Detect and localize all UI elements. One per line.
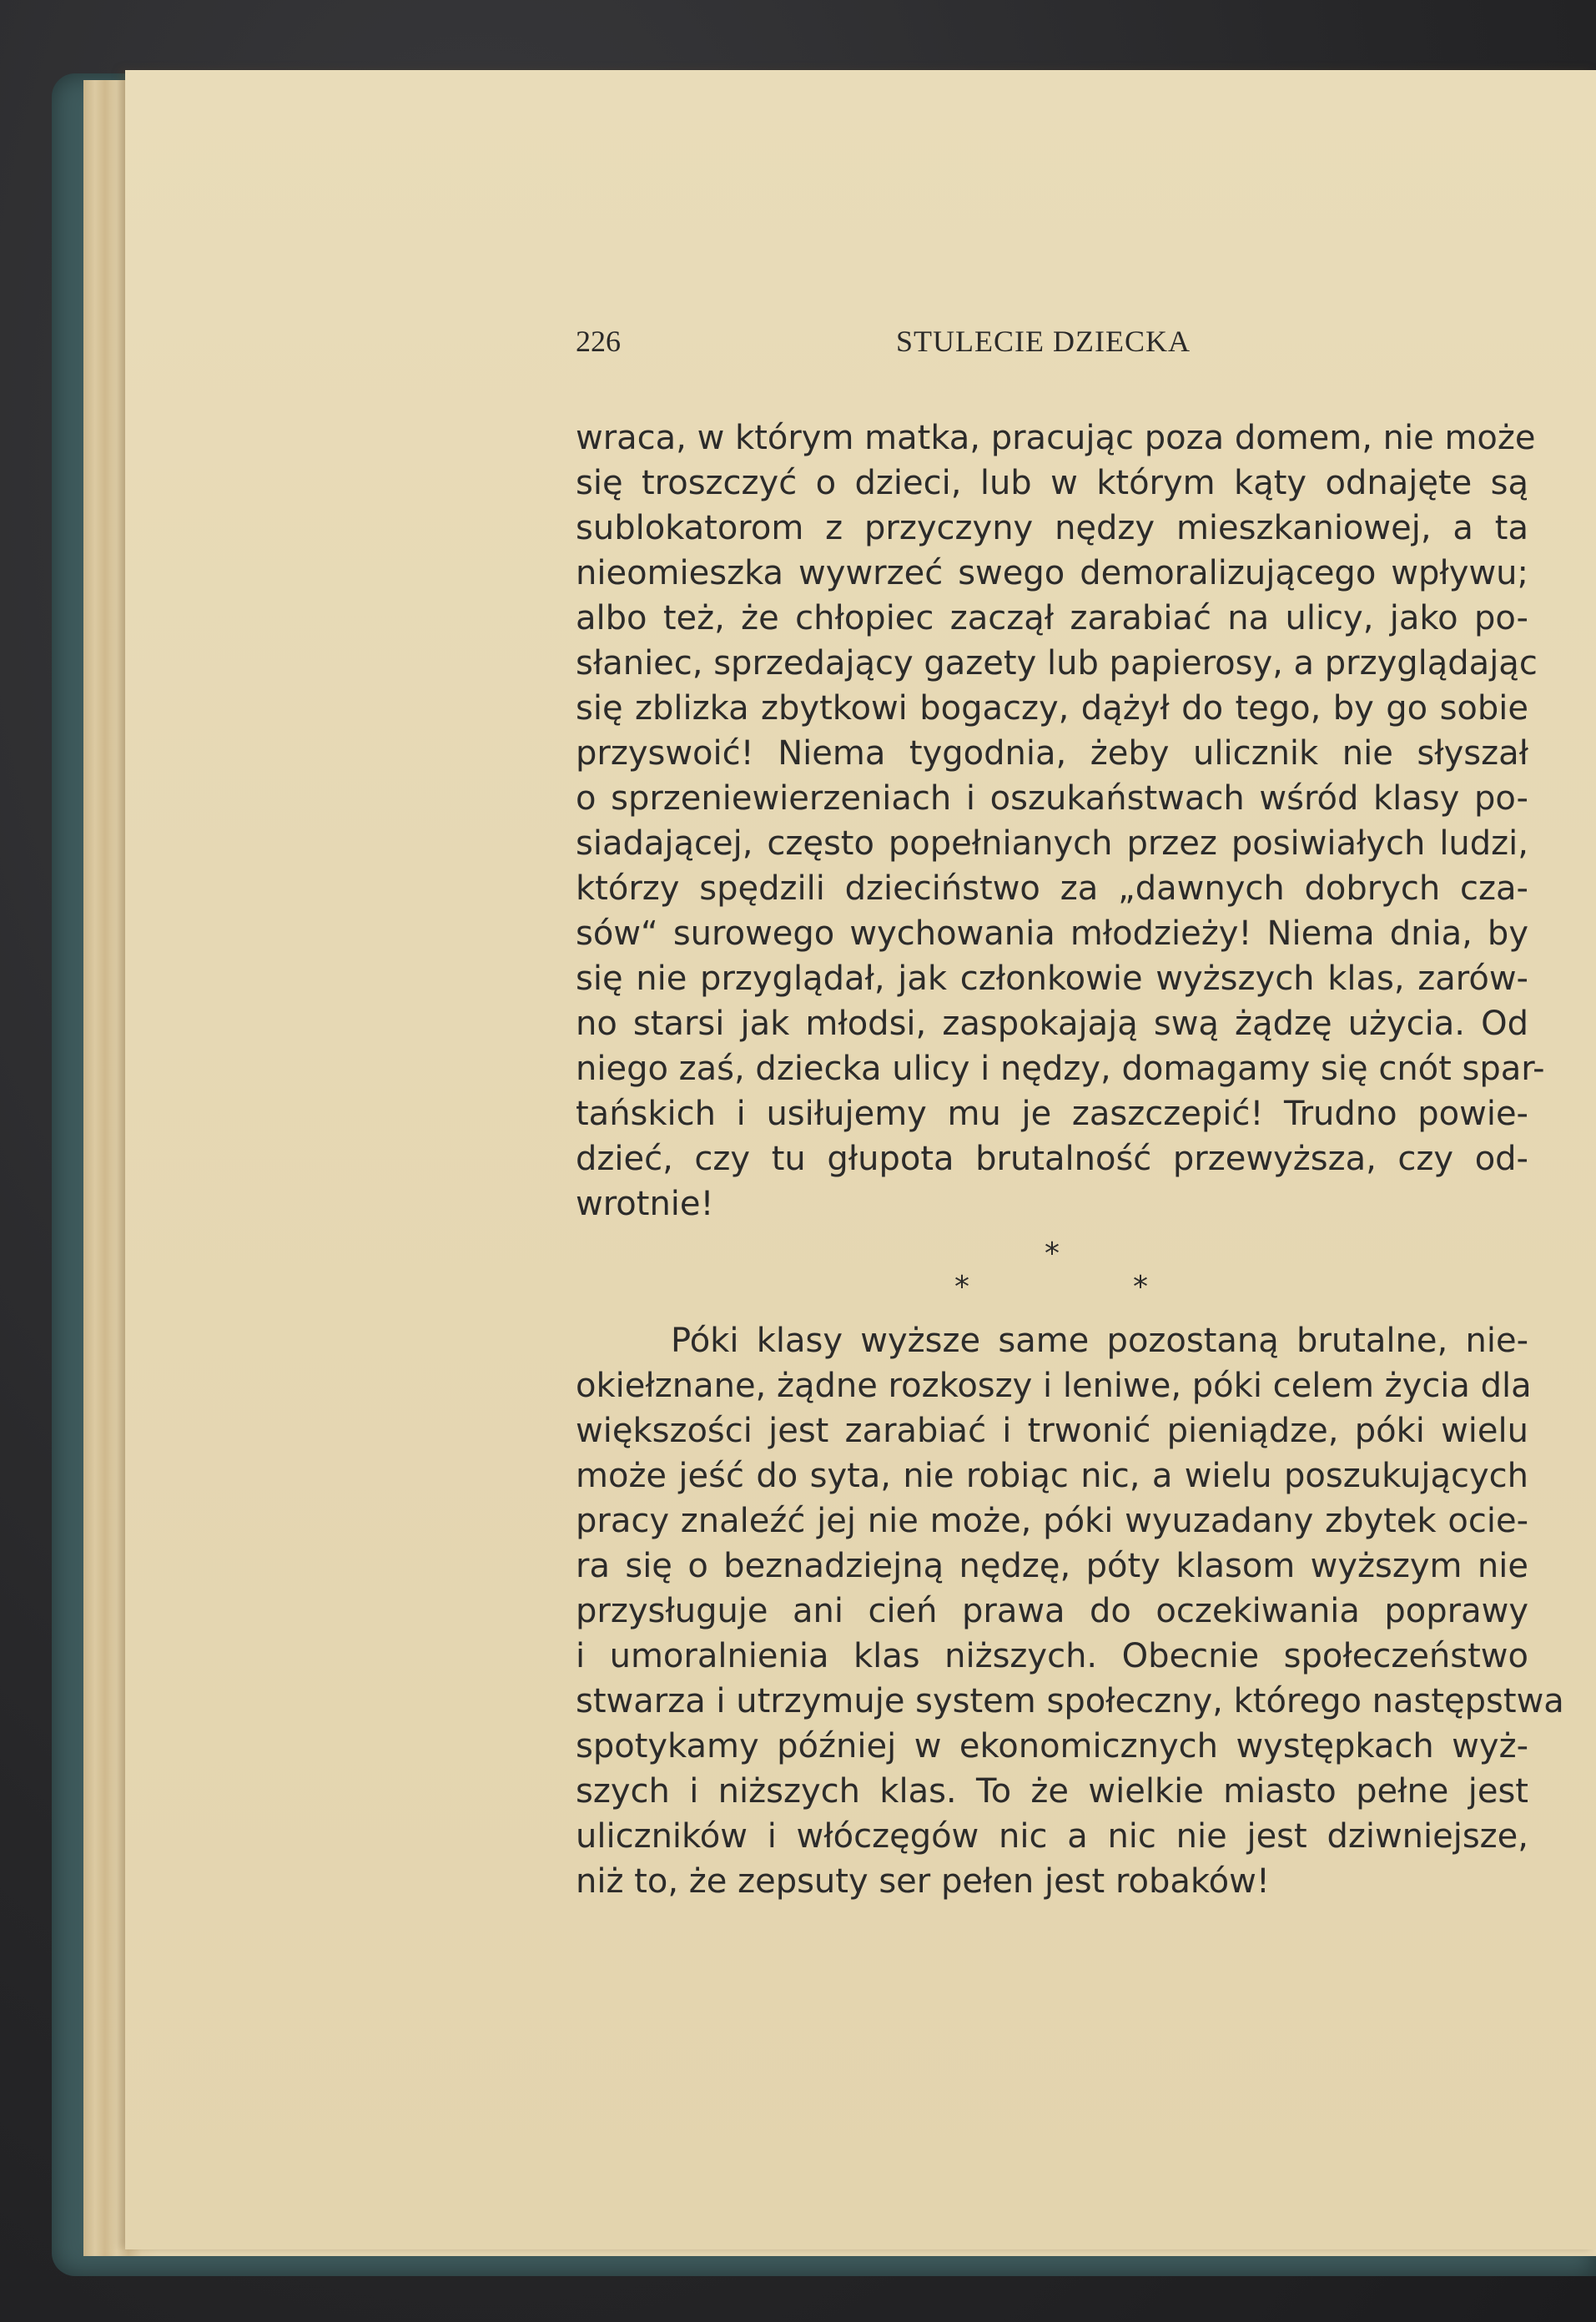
text-line: uliczników i włóczęgów nic a nic nie jest dziwniejsze, — [576, 1817, 1528, 1856]
text-line: większości jest zarabiać i trwonić pieniądze, póki wielu — [576, 1412, 1528, 1450]
page-number: 226 — [576, 325, 621, 358]
running-title: STULECIE DZIECKA — [896, 325, 1191, 358]
paragraph-1 — [576, 416, 1545, 1226]
text-line: może jeść do syta, nie robiąc nic, a wielu poszukujących — [576, 1457, 1528, 1495]
text-line: okiełznane, żądne rozkoszy i leniwe, póki celem życia dla — [576, 1367, 1532, 1405]
text-line: się nie przyglądał, jak członkowie wyższych klas, zarów- — [576, 960, 1528, 998]
text-line: którzy spędzili dzieciństwo za „dawnych dobrych cza- — [576, 869, 1528, 908]
text-line: szych i niższych klas. To że wielkie miasto pełne jest — [576, 1772, 1528, 1811]
text-line: pracy znaleźć jej nie może, póki wyuzadany zbytek ocie- — [576, 1502, 1528, 1540]
text-line: wraca, w którym matka, pracując poza domem, nie może — [576, 419, 1536, 457]
asterisk-mark: * — [954, 1270, 969, 1304]
asterisk-mark: * — [1133, 1270, 1148, 1304]
text-line: spotykamy później w ekonomicznych występkach wyż- — [576, 1727, 1528, 1765]
text-line: przysługuje ani cień prawa do oczekiwania poprawy — [576, 1592, 1528, 1630]
text-line: Póki klasy wyższe same pozostaną brutalne, nie- — [671, 1322, 1528, 1360]
text-line: sublokatorom z przyczyny nędzy mieszkaniowej, a ta — [576, 509, 1528, 547]
text-line: wrotnie! — [576, 1185, 714, 1223]
text-line: tańskich i usiłujemy mu je zaszczepić! Trudno powie- — [576, 1095, 1528, 1133]
text-line: niego zaś, dziecka ulicy i nędzy, domagamy się cnót spar- — [576, 1050, 1545, 1088]
text-line: dzieć, czy tu głupota brutalność przewyższa, czy od- — [576, 1140, 1528, 1178]
text-line: niż to, że zepsuty ser pełen jest robaków! — [576, 1862, 1270, 1901]
text-line: słaniec, sprzedający gazety lub papierosy, a przyglądając — [576, 644, 1538, 682]
text-line: ra się o beznadziejną nędzę, póty klasom wyższym nie — [576, 1547, 1528, 1585]
page-header — [576, 324, 1535, 374]
text-line: stwarza i utrzymuje system społeczny, którego następstwa — [576, 1682, 1564, 1720]
text-line: i umoralnienia klas niższych. Obecnie społeczeństwo — [576, 1637, 1528, 1675]
text-line: siadającej, często popełnianych przez posiwiałych ludzi, — [576, 824, 1528, 863]
text-line: się troszczyć o dzieci, lub w którym kąty odnajęte są — [576, 464, 1528, 502]
asterisk-mark: * — [1045, 1237, 1060, 1271]
text-line: sów“ surowego wychowania młodzieży! Niema dnia, by — [576, 914, 1528, 953]
text-line: no starsi jak młodsi, zaspokajają swą żądzę użycia. Od — [576, 1005, 1528, 1043]
section-break-asterism — [918, 1237, 1168, 1312]
text-line: o sprzeniewierzeniach i oszukaństwach wśród klasy po- — [576, 779, 1528, 818]
text-line: nieomieszka wywrzeć swego demoralizującego wpływu; — [576, 554, 1528, 592]
paragraph-2 — [576, 1318, 1564, 1904]
text-line: albo też, że chłopiec zaczął zarabiać na ulicy, jako po- — [576, 599, 1528, 637]
text-line: przyswoić! Niema tygodnia, żeby ulicznik nie słyszał — [576, 734, 1528, 773]
text-line: się zblizka zbytkowi bogaczy, dążył do tego, by go sobie — [576, 689, 1528, 728]
